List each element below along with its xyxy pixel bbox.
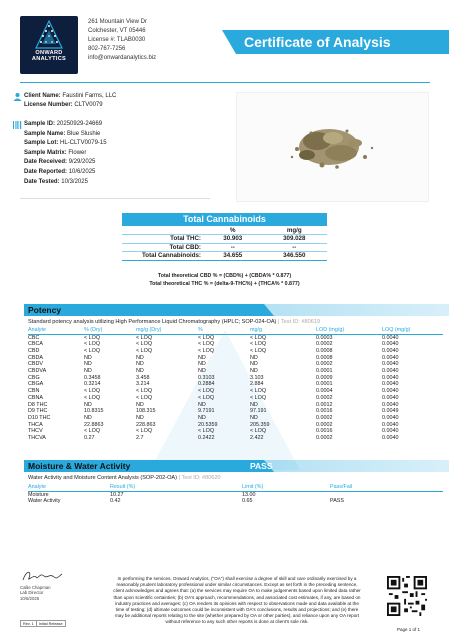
tc-row-label: Total Cannabinoids: bbox=[122, 252, 204, 261]
potency-row bbox=[28, 355, 443, 362]
revision-number: Rev. 1 bbox=[21, 621, 37, 627]
qr-code-icon[interactable] bbox=[387, 576, 427, 616]
tc-row-pct: 30.903 bbox=[204, 235, 262, 244]
potency-cell: 108.315 bbox=[136, 408, 156, 415]
signature-block bbox=[20, 568, 64, 601]
page-title: Certificate of Analysis bbox=[244, 34, 391, 50]
potency-cell: 0.0040 bbox=[382, 381, 399, 388]
potency-cell: 0.2422 bbox=[198, 435, 215, 442]
sample-photo bbox=[236, 92, 429, 202]
potency-cell: ND bbox=[198, 368, 206, 375]
potency-cell: ND bbox=[84, 354, 92, 361]
potency-header-cell: LOD (mg/g) bbox=[316, 327, 382, 334]
moisture-cell: Moisture bbox=[28, 491, 49, 498]
potency-cell: < LOQ bbox=[250, 347, 267, 354]
potency-test-id: | Test ID: #80619 bbox=[277, 319, 321, 325]
user-icon bbox=[13, 92, 22, 101]
potency-cell: CBCA bbox=[28, 341, 43, 348]
potency-cell: 0.0040 bbox=[382, 401, 399, 408]
potency-cell: ND bbox=[250, 414, 258, 421]
potency-cell: ND bbox=[250, 354, 258, 361]
potency-row bbox=[28, 334, 443, 341]
potency-cell: 0.0012 bbox=[316, 401, 333, 408]
revision-table bbox=[20, 620, 66, 627]
client-license-label: License Number: bbox=[24, 102, 73, 108]
potency-row bbox=[28, 415, 443, 422]
potency-cell: 2.884 bbox=[250, 381, 264, 388]
logo-name-line1: ONWARD bbox=[35, 50, 63, 56]
potency-cell: < LOQ bbox=[84, 347, 101, 354]
potency-cell: < LOQ bbox=[198, 428, 215, 435]
potency-header-cell: LOQ (mg/g) bbox=[382, 327, 443, 334]
tc-row-mg: -- bbox=[262, 243, 327, 252]
tc-row-label: Total THC: bbox=[122, 235, 204, 244]
client-license: CLTV0079 bbox=[74, 102, 103, 108]
potency-cell: THCV bbox=[28, 428, 43, 435]
potency-method-text: Standard potency analysis utilizing High Performance Liquid Chromatography (HPLC; SOP-024-OA) bbox=[28, 319, 277, 325]
moisture-header-cell: Pass/Fail bbox=[330, 484, 443, 491]
potency-cell: < LOQ bbox=[84, 341, 101, 348]
potency-cell: < LOQ bbox=[250, 394, 267, 401]
potency-cell: < LOQ bbox=[250, 334, 267, 341]
potency-cell: 0.0049 bbox=[382, 408, 399, 415]
address-line1: 261 Mountain View Dr bbox=[88, 19, 147, 25]
potency-cell: 0.0040 bbox=[382, 341, 399, 348]
sample-id: 20250929-24669 bbox=[56, 121, 103, 127]
potency-row bbox=[28, 341, 443, 348]
tc-row-label: Total CBD: bbox=[122, 243, 204, 252]
potency-cell: 0.0001 bbox=[316, 368, 333, 375]
potency-cell: 0.0040 bbox=[382, 421, 399, 428]
potency-cell: 0.0004 bbox=[316, 388, 333, 395]
potency-cell: ND bbox=[250, 401, 258, 408]
potency-header-cell: % bbox=[198, 327, 250, 334]
potency-cell: CBN bbox=[28, 388, 40, 395]
potency-header-cell: % (Dry) bbox=[84, 327, 136, 334]
potency-row bbox=[28, 428, 443, 435]
potency-cell: 0.0016 bbox=[316, 428, 333, 435]
potency-cell: 0.0040 bbox=[382, 361, 399, 368]
potency-header-cell: mg/g (Dry) bbox=[136, 327, 198, 334]
logo-name-line2: ANALYTICS bbox=[31, 56, 67, 62]
potency-cell: ND bbox=[198, 414, 206, 421]
date-reported: 10/6/2025 bbox=[68, 168, 96, 175]
potency-cell: CBGA bbox=[28, 381, 44, 388]
date-reported-label: Date Reported: bbox=[24, 168, 68, 175]
signer-role: Lab Director bbox=[20, 590, 44, 596]
potency-cell: 22.8863 bbox=[84, 421, 104, 428]
date-received-label: Date Received: bbox=[24, 159, 68, 166]
potency-cell: < LOQ bbox=[136, 341, 153, 348]
tc-col-pct: % bbox=[204, 226, 262, 235]
lab-address bbox=[88, 18, 156, 63]
title-banner bbox=[236, 30, 449, 54]
moisture-cell bbox=[330, 491, 443, 498]
potency-cell: D8 THC bbox=[28, 401, 48, 408]
potency-cell: 0.0040 bbox=[382, 334, 399, 341]
potency-cell: < LOQ bbox=[84, 394, 101, 401]
potency-row bbox=[28, 375, 443, 382]
potency-cell: 0.0002 bbox=[316, 394, 333, 401]
potency-cell: 0.3103 bbox=[198, 374, 215, 381]
sample-matrix: Flower bbox=[68, 149, 87, 156]
logo-mark-icon bbox=[35, 20, 63, 50]
date-received: 9/29/2025 bbox=[68, 159, 96, 166]
potency-cell: D10 THC bbox=[28, 414, 51, 421]
potency-row bbox=[28, 368, 443, 375]
potency-cell: ND bbox=[136, 361, 144, 368]
moisture-row bbox=[28, 491, 443, 498]
potency-row bbox=[28, 395, 443, 402]
potency-cell: 0.3458 bbox=[84, 374, 101, 381]
potency-cell: 10.8315 bbox=[84, 408, 104, 415]
potency-row bbox=[28, 381, 443, 388]
potency-cell: CBNA bbox=[28, 394, 43, 401]
moisture-method bbox=[28, 475, 221, 481]
potency-header-cell: mg/g bbox=[250, 327, 316, 334]
potency-cell: ND bbox=[198, 401, 206, 408]
potency-cell: < LOQ bbox=[250, 388, 267, 395]
potency-cell: ND bbox=[198, 354, 206, 361]
address-line2: Colchester, VT 05446 bbox=[88, 28, 146, 34]
total-cannabinoids-box bbox=[122, 213, 327, 261]
potency-cell: 0.0002 bbox=[316, 361, 333, 368]
potency-cell: 0.27 bbox=[84, 435, 95, 442]
potency-cell: ND bbox=[84, 401, 92, 408]
page-number: Page 1 of 1 bbox=[397, 627, 421, 632]
potency-cell: 0.0040 bbox=[382, 435, 399, 442]
potency-cell: 0.0016 bbox=[316, 408, 333, 415]
sample-info bbox=[24, 120, 107, 187]
potency-cell: 0.0040 bbox=[382, 374, 399, 381]
potency-row bbox=[28, 435, 443, 442]
revision-description: Initial Release bbox=[36, 621, 65, 627]
potency-cell: 0.0009 bbox=[316, 374, 333, 381]
potency-cell: 0.0002 bbox=[316, 341, 333, 348]
formula-thc: Total theoretical THC % = (delta-9-THC%) + (THCA% * 0.877) bbox=[149, 281, 300, 287]
sample-lot: HL-CLTV0079-15 bbox=[60, 140, 107, 147]
moisture-header-cell: Analyte bbox=[28, 484, 110, 491]
potency-title: Potency bbox=[28, 305, 62, 315]
potency-cell: 0.0040 bbox=[382, 414, 399, 421]
potency-cell: 0.0008 bbox=[316, 354, 333, 361]
sample-matrix-label: Sample Matrix: bbox=[24, 149, 67, 156]
potency-cell: < LOQ bbox=[136, 388, 153, 395]
potency-cell: ND bbox=[136, 354, 144, 361]
potency-cell: 0.0008 bbox=[316, 347, 333, 354]
potency-cell: THCVA bbox=[28, 435, 46, 442]
potency-header-cell: Analyte bbox=[28, 327, 84, 334]
potency-cell: 0.2884 bbox=[198, 381, 215, 388]
potency-row bbox=[28, 361, 443, 368]
potency-cell: D9 THC bbox=[28, 408, 48, 415]
flower-sample-image bbox=[237, 93, 430, 203]
total-cannabinoids-title: Total Cannabinoids bbox=[122, 213, 327, 226]
date-tested-label: Date Tested: bbox=[24, 178, 60, 185]
client-name: Faustini Farms, LLC bbox=[62, 93, 117, 99]
tc-row-mg: 346.550 bbox=[262, 252, 327, 261]
potency-cell: 2.7 bbox=[136, 435, 144, 442]
potency-cell: 0.0003 bbox=[316, 334, 333, 341]
lab-license: License #: TLAB0030 bbox=[88, 37, 146, 43]
potency-cell: ND bbox=[198, 361, 206, 368]
lab-logo bbox=[20, 16, 78, 74]
sample-name-label: Sample Name: bbox=[24, 130, 66, 137]
moisture-cell: 13.00 bbox=[242, 491, 256, 498]
potency-cell: CBDA bbox=[28, 354, 43, 361]
potency-cell: < LOQ bbox=[136, 347, 153, 354]
potency-row bbox=[28, 422, 443, 429]
potency-cell: ND bbox=[136, 368, 144, 375]
potency-row bbox=[28, 402, 443, 409]
disclaimer-text: In performing the services, Onward Analytics, ("OA") shall exercise a degree of skill and care ordinarily exercised by a reasonably prudent laboratory professional under similar circumstances. Except as set forth in the preceding sentence, client acknowledges and agrees that: (a) the services may require OA to make judgements based upon limited data rather than upon scientific certainties; (b) OA's approach, recommendations, and associated cost estimates, if any, are based on industry practices and averages; (c) OA renders its opinions with respect to observations made and data available at the time of testing; (d) ultimate outcomes could be inconsistent with OA's conclusions, results and projections; and (e) there may be additional reports relating to the site (whether prepared by OA or other parties), and reliance upon any OA report without reference to any such other reports is done at client's sole risk. bbox=[113, 576, 361, 625]
sample-lot-label: Sample Lot: bbox=[24, 140, 59, 147]
potency-cell: 0.0002 bbox=[316, 435, 333, 442]
potency-cell: < LOQ bbox=[84, 334, 101, 341]
potency-cell: < LOQ bbox=[198, 388, 215, 395]
potency-cell: 0.0001 bbox=[316, 381, 333, 388]
moisture-title: Moisture & Water Activity bbox=[28, 461, 131, 471]
tc-row-mg: 309.028 bbox=[262, 235, 327, 244]
header-divider bbox=[20, 82, 430, 83]
potency-cell: < LOQ bbox=[136, 334, 153, 341]
potency-cell: < LOQ bbox=[136, 394, 153, 401]
signature-date: 10/6/2025 bbox=[20, 595, 40, 601]
potency-cell: ND bbox=[250, 368, 258, 375]
potency-cell: 0.0040 bbox=[382, 368, 399, 375]
moisture-section-header bbox=[24, 460, 449, 472]
potency-cell: 3.458 bbox=[136, 374, 150, 381]
date-tested: 10/3/2025 bbox=[61, 178, 88, 185]
lab-email: info@onwardanalytics.biz bbox=[88, 55, 157, 61]
potency-cell: CBD bbox=[28, 347, 40, 354]
potency-method bbox=[28, 319, 320, 325]
potency-row bbox=[28, 388, 443, 395]
potency-cell: 3.214 bbox=[136, 381, 150, 388]
tc-row-pct: -- bbox=[204, 243, 262, 252]
potency-cell: 3.103 bbox=[250, 374, 264, 381]
potency-section-header bbox=[24, 304, 449, 316]
total-cannabinoids-table bbox=[122, 226, 327, 261]
moisture-header-cell: Result (%) bbox=[110, 484, 242, 491]
formula-cbd: Total theoretical CBD % = (CBD%) + (CBDA% * 0.877) bbox=[157, 273, 292, 279]
potency-cell: CBC bbox=[28, 334, 40, 341]
potency-cell: ND bbox=[84, 361, 92, 368]
potency-cell: ND bbox=[136, 401, 144, 408]
potency-cell: < LOQ bbox=[250, 428, 267, 435]
moisture-cell: PASS bbox=[330, 498, 344, 505]
potency-cell: 20.5359 bbox=[198, 421, 218, 428]
potency-cell: < LOQ bbox=[198, 394, 215, 401]
sample-name: Blue Slushie bbox=[67, 130, 101, 137]
potency-cell: ND bbox=[250, 361, 258, 368]
potency-cell: CBDV bbox=[28, 361, 43, 368]
potency-cell: 0.0002 bbox=[316, 414, 333, 421]
moisture-table bbox=[28, 484, 443, 505]
potency-cell: ND bbox=[84, 368, 92, 375]
potency-cell: 2.422 bbox=[250, 435, 264, 442]
tc-row-pct: 34.655 bbox=[204, 252, 262, 261]
signer-name: Callie Chapman bbox=[20, 585, 51, 591]
moisture-cell: Water Activity bbox=[28, 498, 61, 505]
moisture-status-badge: PASS bbox=[250, 461, 273, 471]
potency-cell: 0.0040 bbox=[382, 428, 399, 435]
potency-cell: ND bbox=[84, 414, 92, 421]
moisture-cell: 10.27 bbox=[110, 491, 124, 498]
potency-cell: < LOQ bbox=[250, 341, 267, 348]
potency-cell: 0.0040 bbox=[382, 354, 399, 361]
potency-cell: 228.863 bbox=[136, 421, 156, 428]
potency-cell: < LOQ bbox=[84, 428, 101, 435]
signature-image bbox=[20, 568, 64, 584]
potency-cell: 205.359 bbox=[250, 421, 270, 428]
sample-divider bbox=[20, 198, 210, 199]
potency-cell: 0.0002 bbox=[316, 421, 333, 428]
potency-cell: < LOQ bbox=[136, 428, 153, 435]
potency-cell: 0.3214 bbox=[84, 381, 101, 388]
potency-cell: < LOQ bbox=[198, 334, 215, 341]
potency-cell: < LOQ bbox=[198, 347, 215, 354]
barcode-icon bbox=[13, 121, 22, 129]
moisture-method-text: Water Activity and Moisture Content Analysis (SOP-202-OA) bbox=[28, 475, 178, 481]
moisture-cell: 0.42 bbox=[110, 498, 121, 505]
client-name-label: Client Name: bbox=[24, 93, 61, 99]
potency-cell: 9.7191 bbox=[198, 408, 215, 415]
potency-cell: 0.0040 bbox=[382, 388, 399, 395]
moisture-row bbox=[28, 498, 443, 505]
client-info bbox=[24, 92, 116, 110]
potency-cell: ND bbox=[136, 414, 144, 421]
potency-cell: 0.0040 bbox=[382, 394, 399, 401]
potency-cell: 97.191 bbox=[250, 408, 267, 415]
sample-id-label: Sample ID: bbox=[24, 121, 56, 127]
potency-row bbox=[28, 408, 443, 415]
potency-cell: CBDVA bbox=[28, 368, 47, 375]
potency-row bbox=[28, 348, 443, 355]
potency-table bbox=[28, 327, 443, 442]
tc-col-mg: mg/g bbox=[262, 226, 327, 235]
potency-cell: 0.0040 bbox=[382, 347, 399, 354]
potency-cell: THCA bbox=[28, 421, 43, 428]
potency-cell: < LOQ bbox=[198, 341, 215, 348]
potency-cell: < LOQ bbox=[84, 388, 101, 395]
potency-cell: CBG bbox=[28, 374, 40, 381]
moisture-header-cell: Limit (%) bbox=[242, 484, 330, 491]
lab-phone: 802-767-7256 bbox=[88, 46, 126, 52]
moisture-cell: 0.65 bbox=[242, 498, 253, 505]
moisture-test-id: | Test ID: #80620 bbox=[178, 475, 221, 481]
